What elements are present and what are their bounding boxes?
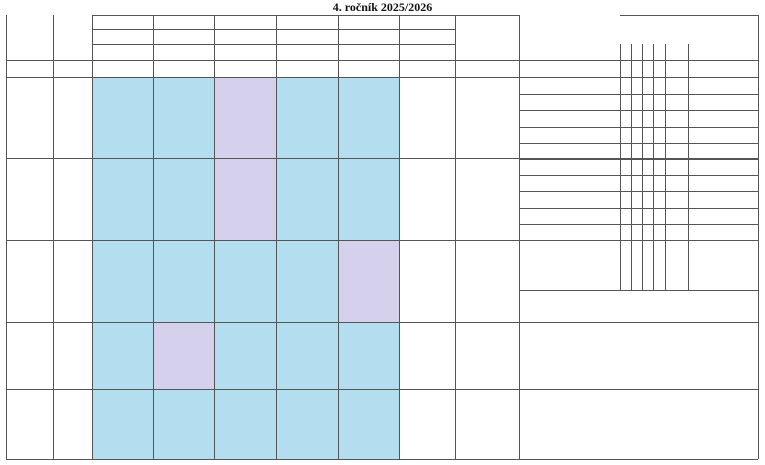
grid-line (92, 44, 455, 45)
grid-line (519, 191, 758, 192)
grid-line (153, 15, 154, 459)
grid-line (214, 15, 215, 459)
grid-line (620, 44, 621, 290)
lesson-cell (276, 158, 338, 240)
grid-line (519, 175, 758, 176)
grid-line (399, 15, 400, 459)
lesson-cell (153, 240, 214, 322)
lesson-cell (214, 158, 276, 240)
lesson-cell (338, 158, 399, 240)
grid-line (53, 15, 54, 459)
lesson-cell (338, 322, 399, 389)
lesson-cell (338, 240, 399, 322)
grid-line (631, 44, 632, 290)
grid-line (276, 15, 277, 459)
grid-line (519, 224, 758, 225)
grid-line (620, 15, 758, 16)
grid-line (519, 110, 758, 111)
lesson-cell (338, 77, 399, 158)
grid-line (92, 15, 93, 459)
grid-line (338, 15, 339, 459)
lesson-cell (214, 322, 276, 389)
grid-line (665, 44, 666, 290)
lesson-cell (153, 322, 214, 389)
grid-line (688, 44, 689, 290)
lesson-cell (92, 322, 153, 389)
lesson-cell (214, 389, 276, 459)
lesson-cell (338, 389, 399, 459)
lesson-cell (214, 240, 276, 322)
page-title: 4. ročník 2025/2026 (332, 0, 433, 14)
grid-line (519, 159, 758, 160)
lesson-cell (276, 389, 338, 459)
lesson-cell (153, 77, 214, 158)
grid-line (519, 15, 520, 459)
lesson-cell (276, 322, 338, 389)
grid-line (6, 322, 758, 323)
grid-line (6, 15, 7, 459)
lesson-cell (214, 77, 276, 158)
lesson-cell (92, 240, 153, 322)
grid-line (6, 389, 758, 390)
lesson-cell (92, 77, 153, 158)
grid-line (519, 208, 758, 209)
grid-line (642, 44, 643, 290)
grid-line (519, 94, 758, 95)
lesson-cell (276, 77, 338, 158)
grid-line (6, 459, 758, 460)
grid-line (6, 77, 758, 78)
grid-line (92, 29, 455, 30)
lesson-cell (276, 240, 338, 322)
grid-line (6, 60, 758, 61)
lesson-cell (92, 158, 153, 240)
lesson-cell (153, 389, 214, 459)
grid-line (519, 290, 758, 291)
lesson-cell (92, 389, 153, 459)
grid-line (758, 15, 759, 459)
grid-line (455, 15, 456, 459)
grid-line (519, 240, 758, 241)
grid-line (519, 127, 758, 128)
grid-line (519, 143, 758, 144)
lesson-cell (153, 158, 214, 240)
grid-line (653, 44, 654, 290)
